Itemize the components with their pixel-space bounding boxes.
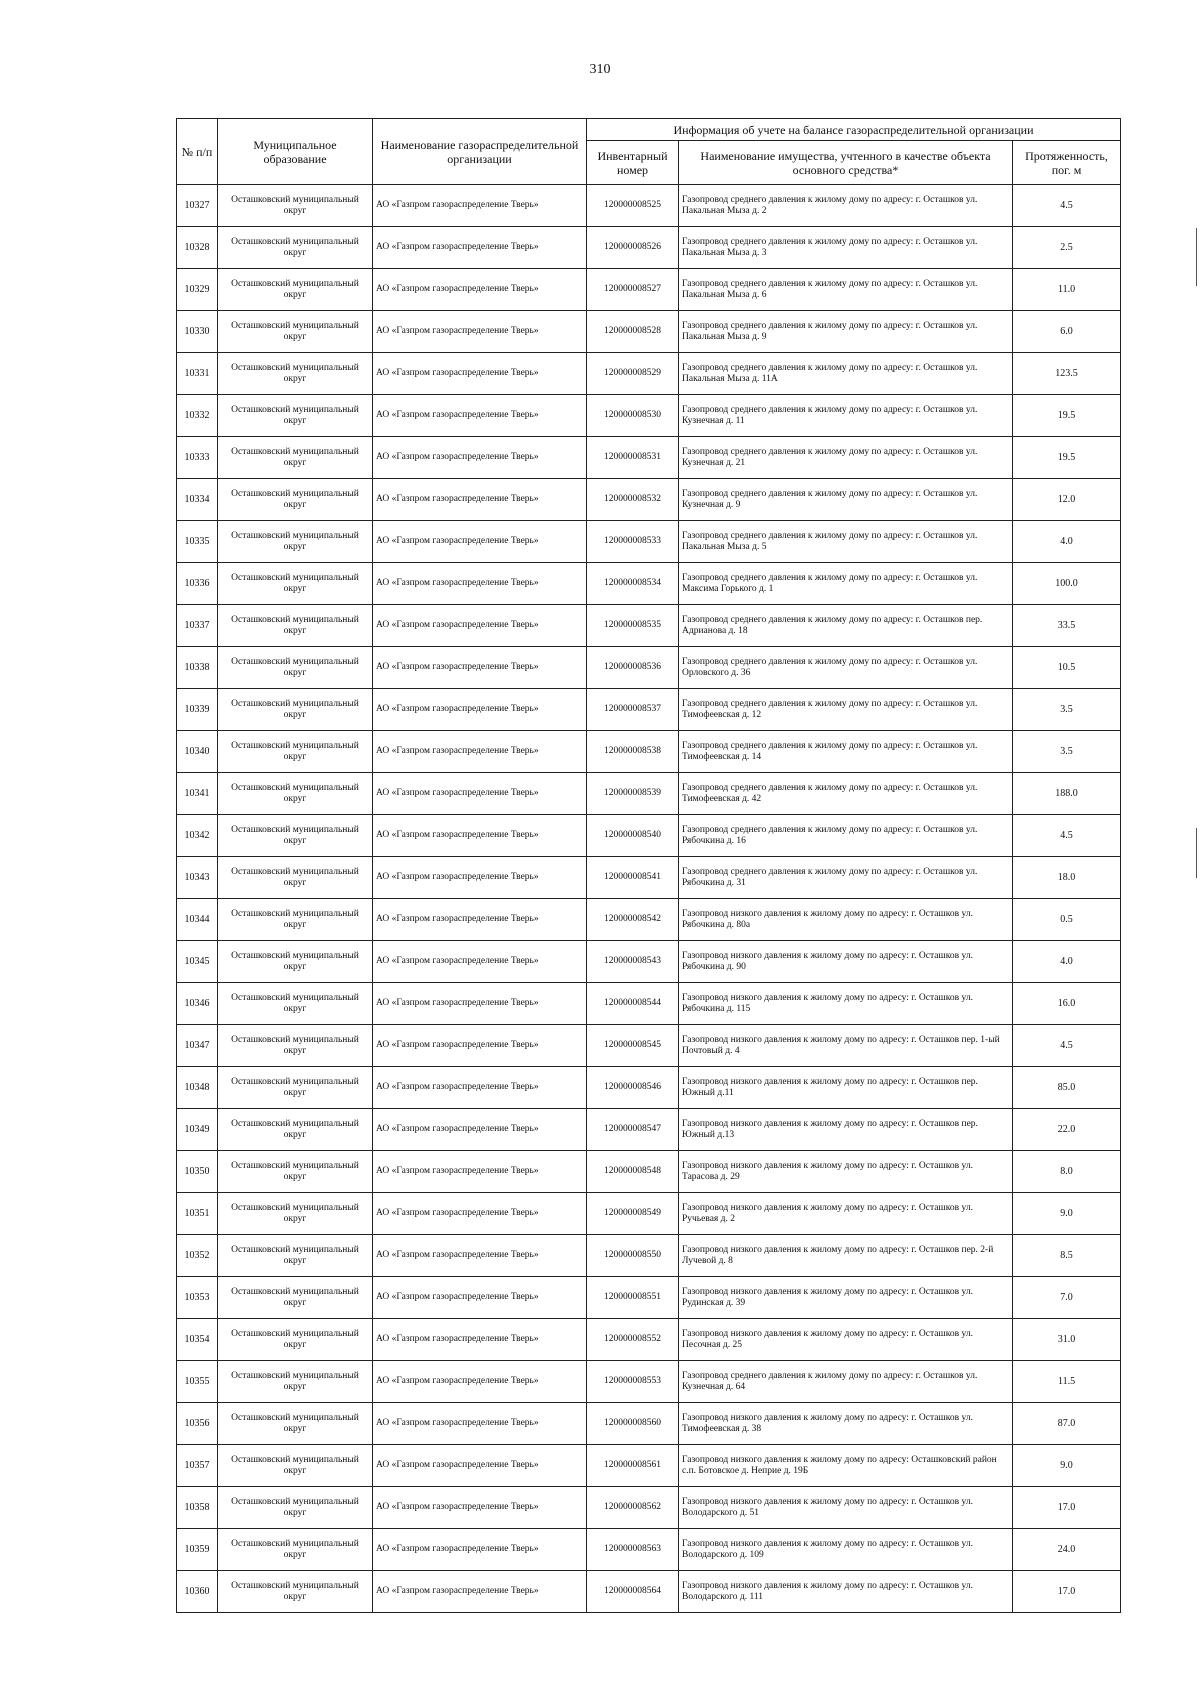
organization-cell: АО «Газпром газораспределение Тверь» [373,1109,587,1151]
municipality-cell: Осташковский муниципальный округ [218,227,373,269]
table-row [177,647,1121,689]
asset-name-cell: Газопровод среднего давления к жилому дому по адресу: г. Осташков ул. Пакальная Мыза д. 11А [679,353,1013,395]
inventory-number-cell: 120000008538 [587,731,679,773]
row-number: 10352 [177,1235,218,1277]
asset-name-cell: Газопровод среднего давления к жилому дому по адресу: г. Осташков ул. Максима Горького д. 1 [679,563,1013,605]
inventory-number-cell: 120000008546 [587,1067,679,1109]
asset-name-cell: Газопровод низкого давления к жилому дому по адресу: г. Осташков ул. Тарасова д. 29 [679,1151,1013,1193]
municipality-cell: Осташковский муниципальный округ [218,395,373,437]
table-row [177,899,1121,941]
table-row [177,1277,1121,1319]
municipality-cell: Осташковский муниципальный округ [218,479,373,521]
municipality-cell: Осташковский муниципальный округ [218,269,373,311]
organization-cell: АО «Газпром газораспределение Тверь» [373,857,587,899]
length-cell: 123.5 [1013,353,1121,395]
inventory-number-cell: 120000008553 [587,1361,679,1403]
length-cell: 8.0 [1013,1151,1121,1193]
length-cell: 17.0 [1013,1487,1121,1529]
table-row [177,479,1121,521]
row-number: 10345 [177,941,218,983]
municipality-cell: Осташковский муниципальный округ [218,857,373,899]
inventory-number-cell: 120000008545 [587,1025,679,1067]
table-row [177,1235,1121,1277]
asset-name-cell: Газопровод низкого давления к жилому дому по адресу: г. Осташков ул. Тимофеевская д. 38 [679,1403,1013,1445]
municipality-cell: Осташковский муниципальный округ [218,1151,373,1193]
row-number: 10357 [177,1445,218,1487]
row-number: 10360 [177,1571,218,1613]
inventory-number-cell: 120000008563 [587,1529,679,1571]
organization-cell: АО «Газпром газораспределение Тверь» [373,563,587,605]
inventory-number-cell: 120000008542 [587,899,679,941]
table-row [177,1151,1121,1193]
row-number: 10327 [177,185,218,227]
organization-cell: АО «Газпром газораспределение Тверь» [373,1319,587,1361]
municipality-cell: Осташковский муниципальный округ [218,1571,373,1613]
inventory-number-cell: 120000008539 [587,773,679,815]
asset-name-cell: Газопровод низкого давления к жилому дому по адресу: г. Осташков ул. Песочная д. 25 [679,1319,1013,1361]
scan-edge-mark [1196,228,1197,286]
row-number: 10351 [177,1193,218,1235]
inventory-number-cell: 120000008552 [587,1319,679,1361]
asset-name-cell: Газопровод среднего давления к жилому дому по адресу: г. Осташков ул. Пакальная Мыза д. 5 [679,521,1013,563]
asset-name-cell: Газопровод среднего давления к жилому дому по адресу: г. Осташков пер. Адрианова д. 18 [679,605,1013,647]
organization-cell: АО «Газпром газораспределение Тверь» [373,605,587,647]
municipality-cell: Осташковский муниципальный округ [218,185,373,227]
asset-name-cell: Газопровод среднего давления к жилому дому по адресу: г. Осташков ул. Кузнечная д. 11 [679,395,1013,437]
organization-cell: АО «Газпром газораспределение Тверь» [373,1067,587,1109]
municipality-cell: Осташковский муниципальный округ [218,731,373,773]
length-cell: 17.0 [1013,1571,1121,1613]
row-number: 10335 [177,521,218,563]
row-number: 10349 [177,1109,218,1151]
asset-name-cell: Газопровод низкого давления к жилому дому по адресу: г. Осташков ул. Рябочкина д. 115 [679,983,1013,1025]
municipality-cell: Осташковский муниципальный округ [218,941,373,983]
asset-name-cell: Газопровод среднего давления к жилому дому по адресу: г. Осташков ул. Пакальная Мыза д. 2 [679,185,1013,227]
municipality-cell: Осташковский муниципальный округ [218,353,373,395]
table-row [177,1025,1121,1067]
inventory-number-cell: 120000008534 [587,563,679,605]
asset-name-cell: Газопровод среднего давления к жилому дому по адресу: г. Осташков ул. Тимофеевская д. 14 [679,731,1013,773]
organization-cell: АО «Газпром газораспределение Тверь» [373,1277,587,1319]
row-number: 10355 [177,1361,218,1403]
organization-cell: АО «Газпром газораспределение Тверь» [373,521,587,563]
municipality-cell: Осташковский муниципальный округ [218,1361,373,1403]
organization-cell: АО «Газпром газораспределение Тверь» [373,1025,587,1067]
header-municipality: Муниципальное образование [218,119,373,185]
length-cell: 2.5 [1013,227,1121,269]
organization-cell: АО «Газпром газораспределение Тверь» [373,1445,587,1487]
table-row [177,1445,1121,1487]
table-row [177,353,1121,395]
asset-name-cell: Газопровод низкого давления к жилому дому по адресу: г. Осташков пер. Южный д.13 [679,1109,1013,1151]
length-cell: 22.0 [1013,1109,1121,1151]
row-number: 10339 [177,689,218,731]
municipality-cell: Осташковский муниципальный округ [218,773,373,815]
table-body [177,185,1121,1613]
asset-name-cell: Газопровод среднего давления к жилому дому по адресу: г. Осташков ул. Орловского д. 36 [679,647,1013,689]
table-row [177,311,1121,353]
inventory-number-cell: 120000008544 [587,983,679,1025]
inventory-number-cell: 120000008530 [587,395,679,437]
header-asset-name: Наименование имущества, учтенного в качестве объекта основного средства* [679,141,1013,185]
municipality-cell: Осташковский муниципальный округ [218,647,373,689]
length-cell: 85.0 [1013,1067,1121,1109]
length-cell: 18.0 [1013,857,1121,899]
inventory-number-cell: 120000008562 [587,1487,679,1529]
inventory-number-cell: 120000008532 [587,479,679,521]
municipality-cell: Осташковский муниципальный округ [218,1403,373,1445]
scan-edge-mark [1196,828,1197,878]
municipality-cell: Осташковский муниципальный округ [218,1445,373,1487]
organization-cell: АО «Газпром газораспределение Тверь» [373,1193,587,1235]
length-cell: 19.5 [1013,395,1121,437]
table-row [177,269,1121,311]
length-cell: 4.5 [1013,1025,1121,1067]
inventory-number-cell: 120000008549 [587,1193,679,1235]
organization-cell: АО «Газпром газораспределение Тверь» [373,269,587,311]
asset-name-cell: Газопровод среднего давления к жилому дому по адресу: г. Осташков ул. Кузнечная д. 21 [679,437,1013,479]
asset-name-cell: Газопровод среднего давления к жилому дому по адресу: г. Осташков ул. Рябочкина д. 16 [679,815,1013,857]
table-row [177,857,1121,899]
inventory-number-cell: 120000008526 [587,227,679,269]
inventory-number-cell: 120000008540 [587,815,679,857]
row-number: 10341 [177,773,218,815]
municipality-cell: Осташковский муниципальный округ [218,521,373,563]
municipality-cell: Осташковский муниципальный округ [218,1067,373,1109]
table-row [177,1571,1121,1613]
asset-name-cell: Газопровод низкого давления к жилому дому по адресу: г. Осташков ул. Володарского д. 51 [679,1487,1013,1529]
organization-cell: АО «Газпром газораспределение Тверь» [373,899,587,941]
length-cell: 6.0 [1013,311,1121,353]
inventory-number-cell: 120000008535 [587,605,679,647]
length-cell: 8.5 [1013,1235,1121,1277]
municipality-cell: Осташковский муниципальный округ [218,1319,373,1361]
table-row [177,1067,1121,1109]
table-row [177,731,1121,773]
length-cell: 4.5 [1013,815,1121,857]
organization-cell: АО «Газпром газораспределение Тверь» [373,689,587,731]
organization-cell: АО «Газпром газораспределение Тверь» [373,731,587,773]
asset-name-cell: Газопровод низкого давления к жилому дому по адресу: г. Осташков ул. Рудинская д. 39 [679,1277,1013,1319]
length-cell: 16.0 [1013,983,1121,1025]
asset-name-cell: Газопровод среднего давления к жилому дому по адресу: г. Осташков ул. Пакальная Мыза д. 9 [679,311,1013,353]
municipality-cell: Осташковский муниципальный округ [218,983,373,1025]
row-number: 10348 [177,1067,218,1109]
asset-name-cell: Газопровод среднего давления к жилому дому по адресу: г. Осташков ул. Кузнечная д. 9 [679,479,1013,521]
municipality-cell: Осташковский муниципальный округ [218,1193,373,1235]
inventory-number-cell: 120000008527 [587,269,679,311]
table-row [177,563,1121,605]
asset-name-cell: Газопровод низкого давления к жилому дому по адресу: г. Осташков ул. Володарского д. 109 [679,1529,1013,1571]
organization-cell: АО «Газпром газораспределение Тверь» [373,395,587,437]
length-cell: 7.0 [1013,1277,1121,1319]
page-number: 310 [589,62,611,77]
asset-name-cell: Газопровод низкого давления к жилому дому по адресу: г. Осташков пер. Южный д.11 [679,1067,1013,1109]
row-number: 10358 [177,1487,218,1529]
asset-name-cell: Газопровод низкого давления к жилому дому по адресу: г. Осташков ул. Володарского д. 111 [679,1571,1013,1613]
inventory-number-cell: 120000008537 [587,689,679,731]
organization-cell: АО «Газпром газораспределение Тверь» [373,437,587,479]
organization-cell: АО «Газпром газораспределение Тверь» [373,227,587,269]
asset-name-cell: Газопровод среднего давления к жилому дому по адресу: г. Осташков ул. Пакальная Мыза д. 3 [679,227,1013,269]
asset-name-cell: Газопровод низкого давления к жилому дому по адресу: г. Осташков ул. Ручьевая д. 2 [679,1193,1013,1235]
inventory-number-cell: 120000008560 [587,1403,679,1445]
length-cell: 4.0 [1013,941,1121,983]
length-cell: 0.5 [1013,899,1121,941]
row-number: 10330 [177,311,218,353]
table-row [177,395,1121,437]
length-cell: 4.5 [1013,185,1121,227]
row-number: 10354 [177,1319,218,1361]
length-cell: 19.5 [1013,437,1121,479]
row-number: 10343 [177,857,218,899]
asset-name-cell: Газопровод низкого давления к жилому дому по адресу: г. Осташков ул. Рябочкина д. 90 [679,941,1013,983]
municipality-cell: Осташковский муниципальный округ [218,1025,373,1067]
organization-cell: АО «Газпром газораспределение Тверь» [373,353,587,395]
organization-cell: АО «Газпром газораспределение Тверь» [373,941,587,983]
asset-name-cell: Газопровод среднего давления к жилому дому по адресу: г. Осташков ул. Рябочкина д. 31 [679,857,1013,899]
table-row [177,1193,1121,1235]
length-cell: 4.0 [1013,521,1121,563]
table-row [177,815,1121,857]
table-row [177,1319,1121,1361]
inventory-number-cell: 120000008525 [587,185,679,227]
row-number: 10353 [177,1277,218,1319]
municipality-cell: Осташковский муниципальный округ [218,1487,373,1529]
table-row [177,1487,1121,1529]
length-cell: 9.0 [1013,1445,1121,1487]
inventory-number-cell: 120000008550 [587,1235,679,1277]
inventory-number-cell: 120000008561 [587,1445,679,1487]
length-cell: 188.0 [1013,773,1121,815]
asset-registry-table [176,118,1121,1613]
asset-name-cell: Газопровод среднего давления к жилому дому по адресу: г. Осташков ул. Тимофеевская д. 42 [679,773,1013,815]
table-row [177,227,1121,269]
row-number: 10332 [177,395,218,437]
organization-cell: АО «Газпром газораспределение Тверь» [373,815,587,857]
row-number: 10356 [177,1403,218,1445]
length-cell: 9.0 [1013,1193,1121,1235]
organization-cell: АО «Газпром газораспределение Тверь» [373,1529,587,1571]
table-row [177,1529,1121,1571]
header-num: № п/п [177,119,218,185]
inventory-number-cell: 120000008529 [587,353,679,395]
asset-name-cell: Газопровод низкого давления к жилому дому по адресу: г. Осташков ул. Рябочкина д. 80а [679,899,1013,941]
municipality-cell: Осташковский муниципальный округ [218,311,373,353]
municipality-cell: Осташковский муниципальный округ [218,815,373,857]
length-cell: 31.0 [1013,1319,1121,1361]
row-number: 10344 [177,899,218,941]
row-number: 10334 [177,479,218,521]
asset-name-cell: Газопровод среднего давления к жилому дому по адресу: г. Осташков ул. Кузнечная д. 64 [679,1361,1013,1403]
length-cell: 11.5 [1013,1361,1121,1403]
municipality-cell: Осташковский муниципальный округ [218,563,373,605]
organization-cell: АО «Газпром газораспределение Тверь» [373,1151,587,1193]
municipality-cell: Осташковский муниципальный округ [218,1277,373,1319]
row-number: 10359 [177,1529,218,1571]
row-number: 10347 [177,1025,218,1067]
length-cell: 87.0 [1013,1403,1121,1445]
length-cell: 100.0 [1013,563,1121,605]
organization-cell: АО «Газпром газораспределение Тверь» [373,185,587,227]
row-number: 10342 [177,815,218,857]
row-number: 10337 [177,605,218,647]
municipality-cell: Осташковский муниципальный округ [218,605,373,647]
table-row [177,185,1121,227]
header-length: Протяженность, пог. м [1013,141,1121,185]
header-organization: Наименование газораспределительной организации [373,119,587,185]
organization-cell: АО «Газпром газораспределение Тверь» [373,773,587,815]
row-number: 10328 [177,227,218,269]
municipality-cell: Осташковский муниципальный округ [218,1235,373,1277]
inventory-number-cell: 120000008536 [587,647,679,689]
length-cell: 12.0 [1013,479,1121,521]
table-row [177,941,1121,983]
municipality-cell: Осташковский муниципальный округ [218,899,373,941]
length-cell: 3.5 [1013,731,1121,773]
table-row [177,437,1121,479]
length-cell: 33.5 [1013,605,1121,647]
organization-cell: АО «Газпром газораспределение Тверь» [373,1361,587,1403]
header-balance-info: Информация об учете на балансе газораспределительной организации [587,119,1121,141]
row-number: 10336 [177,563,218,605]
asset-name-cell: Газопровод среднего давления к жилому дому по адресу: г. Осташков ул. Пакальная Мыза д. 6 [679,269,1013,311]
organization-cell: АО «Газпром газораспределение Тверь» [373,311,587,353]
municipality-cell: Осташковский муниципальный округ [218,689,373,731]
municipality-cell: Осташковский муниципальный округ [218,437,373,479]
table-row [177,689,1121,731]
organization-cell: АО «Газпром газораспределение Тверь» [373,1235,587,1277]
table-row [177,1403,1121,1445]
table-row [177,983,1121,1025]
inventory-number-cell: 120000008551 [587,1277,679,1319]
row-number: 10346 [177,983,218,1025]
table-row [177,605,1121,647]
inventory-number-cell: 120000008531 [587,437,679,479]
inventory-number-cell: 120000008533 [587,521,679,563]
asset-name-cell: Газопровод низкого давления к жилому дому по адресу: Осташковский район с.п. Ботовское д. Неприе д. 19Б [679,1445,1013,1487]
table-row [177,773,1121,815]
length-cell: 24.0 [1013,1529,1121,1571]
row-number: 10350 [177,1151,218,1193]
inventory-number-cell: 120000008547 [587,1109,679,1151]
organization-cell: АО «Газпром газораспределение Тверь» [373,479,587,521]
inventory-number-cell: 120000008564 [587,1571,679,1613]
inventory-number-cell: 120000008548 [587,1151,679,1193]
table-row [177,521,1121,563]
table-row [177,1109,1121,1151]
municipality-cell: Осташковский муниципальный округ [218,1109,373,1151]
row-number: 10331 [177,353,218,395]
inventory-number-cell: 120000008541 [587,857,679,899]
municipality-cell: Осташковский муниципальный округ [218,1529,373,1571]
row-number: 10329 [177,269,218,311]
length-cell: 3.5 [1013,689,1121,731]
header-inventory: Инвентарный номер [587,141,679,185]
row-number: 10340 [177,731,218,773]
organization-cell: АО «Газпром газораспределение Тверь» [373,1487,587,1529]
row-number: 10338 [177,647,218,689]
row-number: 10333 [177,437,218,479]
asset-name-cell: Газопровод низкого давления к жилому дому по адресу: г. Осташков пер. 2-й Лучевой д. 8 [679,1235,1013,1277]
inventory-number-cell: 120000008528 [587,311,679,353]
organization-cell: АО «Газпром газораспределение Тверь» [373,647,587,689]
table-row [177,1361,1121,1403]
organization-cell: АО «Газпром газораспределение Тверь» [373,1403,587,1445]
organization-cell: АО «Газпром газораспределение Тверь» [373,983,587,1025]
inventory-number-cell: 120000008543 [587,941,679,983]
organization-cell: АО «Газпром газораспределение Тверь» [373,1571,587,1613]
length-cell: 10.5 [1013,647,1121,689]
length-cell: 11.0 [1013,269,1121,311]
asset-name-cell: Газопровод среднего давления к жилому дому по адресу: г. Осташков ул. Тимофеевская д. 12 [679,689,1013,731]
asset-name-cell: Газопровод низкого давления к жилому дому по адресу: г. Осташков пер. 1-ый Почтовый д. 4 [679,1025,1013,1067]
